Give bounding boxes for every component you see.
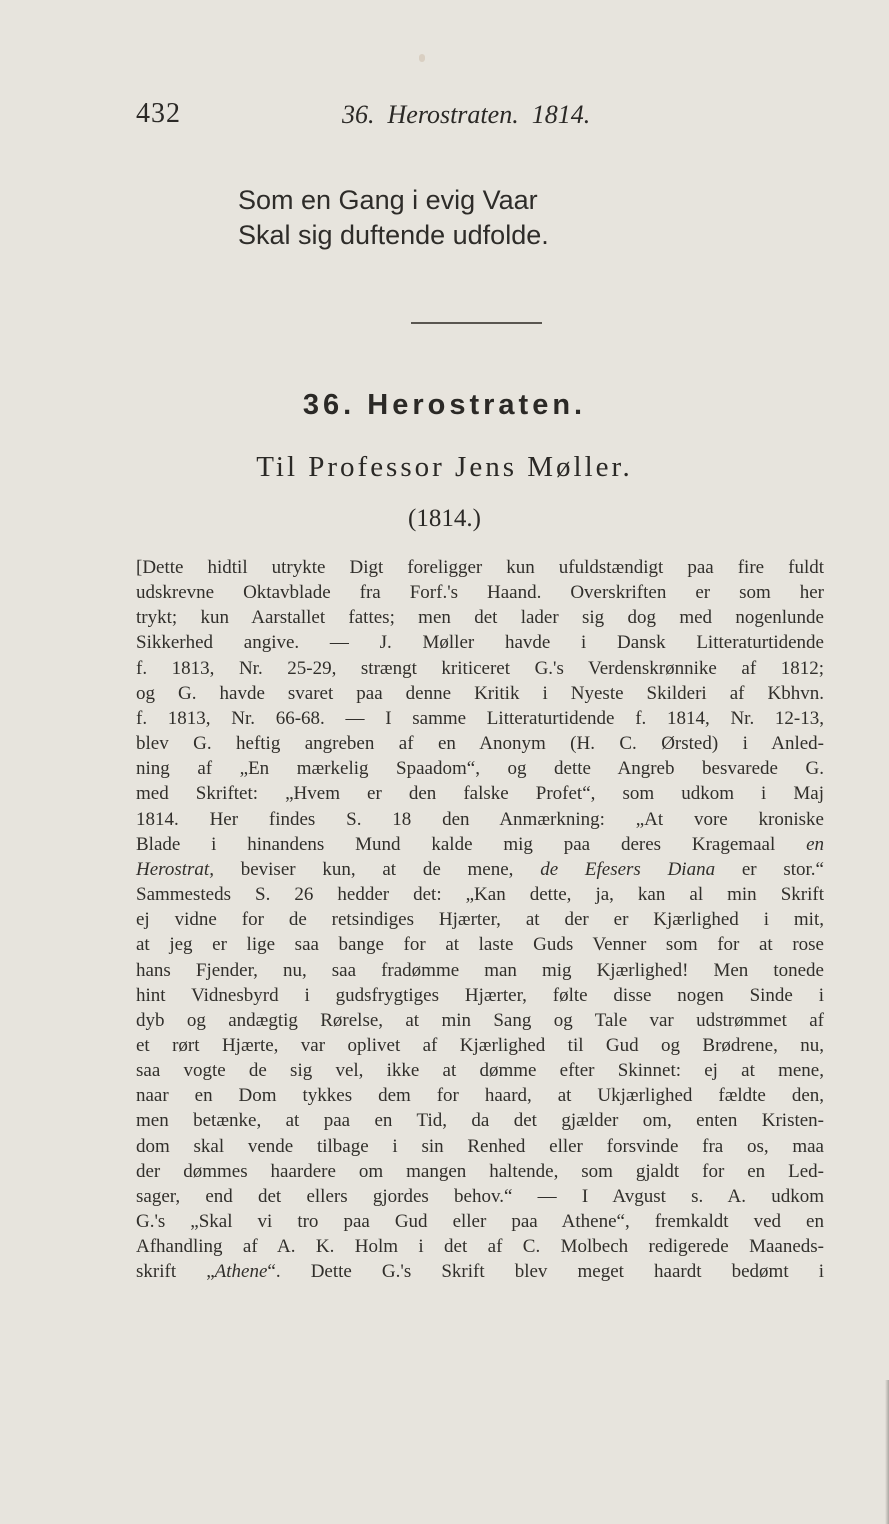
page-edge-shadow: [885, 1380, 889, 1524]
note-text: hans Fjender, nu, saa fradømme man mig Kjærlighed! Men tonede: [136, 959, 824, 981]
note-text: Afhandling af A. K. Holm i det af C. Molbech redigerede Maaneds-: [136, 1236, 824, 1258]
note-line: [136, 807, 824, 832]
note-text: f. 1813, Nr. 66-68. — I samme Litteraturtidende f. 1814, Nr. 12-13,: [136, 707, 824, 729]
note-text: ning af „En mærkelig Spaadom“, og dette Angreb besvarede G.: [136, 758, 824, 780]
verse-fragment: [238, 183, 549, 253]
note-text: er stor.“: [715, 858, 824, 880]
note-line: [136, 857, 824, 882]
note-line: [136, 832, 824, 857]
verse-line: Som en Gang i evig Vaar: [238, 185, 538, 215]
note-line: [136, 681, 824, 706]
note-text: Blade i hinandens Mund kalde mig paa deres Kragemaal: [136, 833, 807, 855]
note-line: [136, 882, 824, 907]
section-divider: [411, 322, 542, 324]
note-text: [Dette hidtil utrykte Digt foreligger kun ufuldstændigt paa fire fuldt: [136, 557, 824, 578]
running-head: 36. Herostraten. 1814.: [342, 100, 591, 129]
poem-heading: 36. Herostraten.: [302, 389, 587, 421]
note-text: beviser kun, at de mene,: [213, 858, 541, 880]
note-text: G.'s „Skal vi tro paa Gud eller paa Athene“, fremkaldt ved en: [136, 1211, 824, 1233]
note-text: skrift „: [136, 1261, 215, 1283]
note-text: at jeg er lige saa bange for at laste Guds Venner som for at rose: [136, 934, 824, 956]
page-number: 432: [136, 98, 181, 129]
note-text: men betænke, at paa en Tid, da det gjælder om, enten Kristen-: [136, 1110, 824, 1132]
note-line: [136, 731, 824, 756]
poem-dedication: Til Professor Jens Møller.: [256, 451, 633, 483]
note-line: [136, 555, 824, 580]
poem-year: (1814.): [408, 505, 481, 532]
note-text: og G. havde svaret paa denne Kritik i Nyeste Skilderi af Kbhvn.: [136, 682, 824, 704]
note-line: [136, 1008, 824, 1033]
note-text: f. 1813, Nr. 25-29, strængt kriticeret G.'s Verdenskrønnike af 1812;: [136, 657, 824, 679]
note-line: [136, 656, 824, 681]
note-text: der dømmes haardere om mangen haltende, som gjaldt for en Led-: [136, 1160, 824, 1182]
italic-text: de Efesers Diana: [540, 858, 716, 880]
note-text: ej vidne for de retsindiges Hjærter, at der er Kjærlighed i mit,: [136, 909, 824, 931]
note-text: hint Vidnesbyrd i gudsfrygtiges Hjærter, følte disse nogen Sinde i: [136, 984, 824, 1006]
note-text: Sammesteds S. 26 hedder det: „Kan dette, ja, kan al min Skrift: [136, 884, 824, 906]
italic-text: Athene: [214, 1261, 268, 1283]
note-line: [136, 1209, 824, 1234]
note-text: med Skriftet: „Hvem er den falske Profet“, som udkom i Maj: [136, 783, 824, 805]
note-line: [136, 1058, 824, 1083]
note-text: dom skal vende tilbage i sin Renhed eller forsvinde fra os, maa: [136, 1135, 824, 1157]
note-text: naar en Dom tykkes dem for haard, at Ukjærlighed fældte den,: [136, 1085, 824, 1107]
note-line: [136, 958, 824, 983]
note-text: trykt; kun Aarstallet fattes; men det lader sig dog med nogenlunde: [136, 607, 824, 629]
editorial-note: [136, 555, 824, 1285]
note-text: sager, end det ellers gjordes behov.“ — I Avgust s. A. udkom: [136, 1185, 824, 1207]
note-line: [136, 983, 824, 1008]
note-line: [136, 1159, 824, 1184]
note-line: [136, 605, 824, 630]
note-line: [136, 1234, 824, 1259]
note-text: 1814. Her findes S. 18 den Anmærkning: „At vore kroniske: [136, 808, 824, 830]
note-text: dyb og andægtig Rørelse, at min Sang og Tale var udstrømmet af: [136, 1009, 824, 1031]
note-line: [136, 1033, 824, 1058]
page-header: [136, 98, 756, 138]
note-line: [136, 932, 824, 957]
note-line: [136, 756, 824, 781]
note-line: [136, 781, 824, 806]
note-line: [136, 1083, 824, 1108]
note-line: [136, 1108, 824, 1133]
note-text: et rørt Hjærte, var oplivet af Kjærlighed til Gud og Brødrene, nu,: [136, 1034, 824, 1056]
paper-blemish: [419, 54, 425, 62]
note-text: blev G. heftig angreben af en Anonym (H. C. Ørsted) i Anled-: [136, 733, 824, 755]
note-text: udskrevne Oktavblade fra Forf.'s Haand. Overskriften er som her: [136, 582, 824, 604]
italic-text: Herostrat,: [136, 858, 214, 880]
italic-text: en: [806, 833, 824, 855]
note-line: [136, 630, 824, 655]
note-text: “. Dette G.'s Skrift blev meget haardt bedømt i: [267, 1261, 824, 1283]
note-text: saa vogte de sig vel, ikke at dømme efter Skinnet: ej at mene,: [136, 1060, 824, 1082]
verse-line: Skal sig duftende udfolde.: [238, 220, 549, 250]
note-text: Sikkerhed angive. — J. Møller havde i Dansk Litteraturtidende: [136, 632, 824, 654]
note-line: [136, 706, 824, 731]
note-line: [136, 907, 824, 932]
note-line: [136, 1134, 824, 1159]
note-line: [136, 1184, 824, 1209]
note-line: [136, 1259, 824, 1284]
note-line: [136, 580, 824, 605]
